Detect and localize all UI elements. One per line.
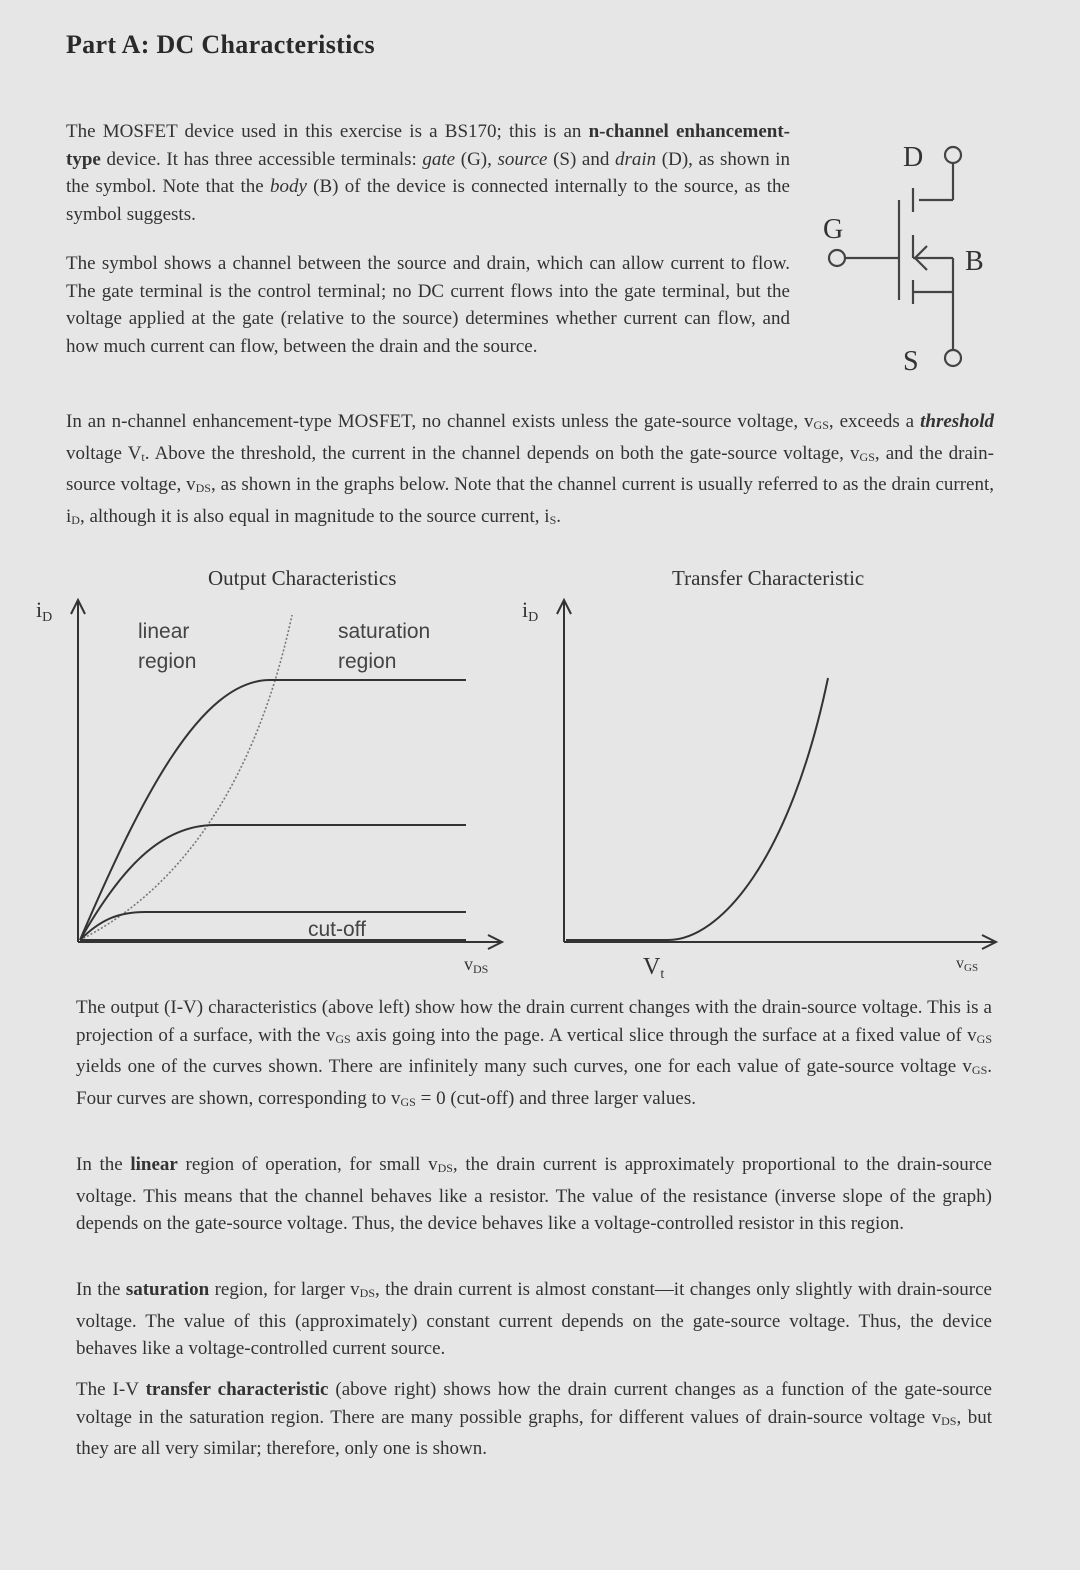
drain-terminal xyxy=(945,147,961,163)
source-terminal xyxy=(945,350,961,366)
transfer-characteristic-paragraph: The I-V transfer characteristic (above right) shows how the drain current changes as a function of the gate-source voltage in the saturation region. There are many possible graphs, for different values of drain-source voltage vDS, but they are all very similar; therefore, only one is shown. xyxy=(76,1379,992,1459)
saturation-region-label-line1: saturation xyxy=(338,620,431,643)
transfer-x-label: vGS xyxy=(956,955,979,974)
mosfet-symbol xyxy=(815,130,1005,390)
characteristics-figure xyxy=(0,560,1080,990)
saturation-region-paragraph: In the saturation region, for larger vDS, the drain current is almost constant—it changes only slightly with drain-source voltage. The value of this (approximately) constant current depends on the gate-source voltage. Thus, the device behaves like a voltage-controlled current source. xyxy=(76,1279,992,1359)
threshold-paragraph: In an n-channel enhancement-type MOSFET, no channel exists unless the gate-source voltage, vGS, exceeds a threshold voltage Vt. Above the threshold, the current in the channel depends on both the gate-source voltage, vGS, and the drain-source voltage, vDS, as shown in the graphs below. Note that the channel current is usually referred to as the drain current, iD, although it is also equal in magnitude to the source current, iS. xyxy=(66,411,995,527)
output-chart-title: Output Characteristics xyxy=(208,566,397,590)
transfer-y-label: iD xyxy=(522,597,539,625)
output-y-label: iD xyxy=(36,597,53,625)
gate-terminal xyxy=(829,250,845,266)
output-characteristics-paragraph: The output (I-V) characteristics (above left) show how the drain current changes with the drain-source voltage. This is a projection of a surface, with the vGS axis going into the page. A vertical slice through the surface at a fixed value of vGS yields one of the curves shown. There are infinitely many such curves, one for each value of gate-source voltage vGS. Four curves are shown, corresponding to vGS = 0 (cut-off) and three larger values. xyxy=(76,997,992,1109)
intro-paragraph: The MOSFET device used in this exercise is a BS170; this is an n-channel enhancement-type device. It has three accessible terminals: gate (G), source (S) and drain (D), as shown in the symbol. Note that the body (B) of the device is connected internally to the source, as the symbol suggests. xyxy=(66,121,790,225)
linear-region-label-line2: region xyxy=(138,650,197,673)
output-curve-mid xyxy=(80,825,466,940)
linear-region-paragraph: In the linear region of operation, for small vDS, the drain current is approximately proportional to the drain-source voltage. This means that the channel behaves like a resistor. The value of the resistance (inverse slope of the graph) depends on the gate-source voltage. Thus, the device behaves like a voltage-controlled resistor in this region. xyxy=(76,1154,992,1234)
characteristics-diagram xyxy=(0,560,1080,990)
symbol-paragraph: The symbol shows a channel between the source and drain, which can allow current to flow. The gate terminal is the control terminal; no DC current flows into the gate terminal, but the voltage applied at the gate (relative to the source) determines whether current can flow, and how much current can flow, between the drain and the source. xyxy=(66,253,790,357)
linear-region-label-line1: linear xyxy=(138,620,190,643)
threshold-voltage-label: Vt xyxy=(643,954,665,982)
output-curve-high xyxy=(80,680,466,940)
drain-label: D xyxy=(903,142,924,173)
cutoff-label: cut-off xyxy=(308,918,366,941)
saturation-region-label-line2: region xyxy=(338,650,397,673)
transfer-chart-title: Transfer Characteristic xyxy=(672,566,865,590)
output-curve-low xyxy=(80,912,466,940)
output-x-label: vDS xyxy=(464,954,489,976)
gate-label: G xyxy=(823,214,844,245)
section-heading: Part A: DC Characteristics xyxy=(66,30,375,59)
transfer-curve xyxy=(566,678,828,940)
source-label: S xyxy=(903,346,919,377)
body-label: B xyxy=(965,246,984,277)
